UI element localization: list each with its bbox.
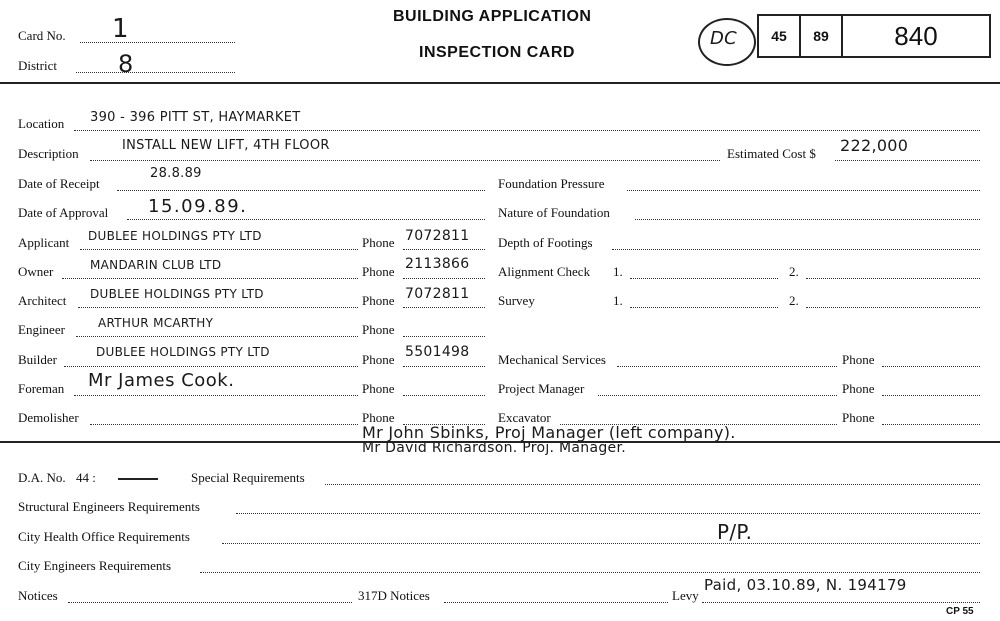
foundation-pressure-line [627,190,980,191]
builder-line [64,366,358,367]
builder-value: DUBLEE HOLDINGS PTY LTD [96,345,270,359]
builder-label: Builder [18,352,57,367]
levy-label: Levy [672,588,699,603]
structural-line [236,513,980,514]
architect-value: DUBLEE HOLDINGS PTY LTD [90,287,264,301]
depth-footings-label: Depth of Footings [498,235,593,250]
owner-value: MANDARIN CLUB LTD [90,258,222,272]
initials-mark: DC [710,28,738,49]
project-manager-phone-label: Phone [842,381,875,396]
foreman-line [74,395,358,396]
date-approval-value: 15.09.89. [148,196,248,217]
nature-foundation-label: Nature of Foundation [498,205,610,220]
project-manager-label: Project Manager [498,381,585,396]
section-divider [0,441,1000,443]
levy-line [702,602,980,603]
engineer-value: ARTHUR MCARTHY [98,316,214,330]
district-line [76,72,235,73]
estimated-cost-value: 222,000 [840,136,909,155]
ref-box-3: 840 [894,20,938,51]
health-value: P/P. [717,520,753,544]
project-manager-phone-line [882,395,980,396]
alignment-check-label: Alignment Check [498,264,591,279]
architect-line [78,307,358,308]
estimated-cost-line [835,160,980,161]
card-no-value: 1 [112,14,131,44]
survey-line-1 [630,307,778,308]
note-line-1: Mr John Sbinks, Proj Manager (left company). [362,423,736,442]
applicant-label: Applicant [18,235,70,250]
excavator-phone-label: Phone [842,410,875,425]
nature-foundation-line [635,219,980,220]
survey-num-2: 2. [789,293,799,308]
structural-label: Structural Engineers Requirements [18,499,200,514]
foundation-pressure-label: Foundation Pressure [498,176,605,191]
city-eng-label: City Engineers Requirements [18,558,172,573]
owner-label: Owner [18,264,54,279]
notices-317d-label: 317D Notices [358,588,430,603]
notices-label: Notices [18,588,58,603]
health-line [222,543,980,544]
notices-317d-line [444,602,668,603]
alignment-num-1: 1. [613,264,623,279]
owner-phone-line [403,278,485,279]
foreman-value: Mr James Cook. [88,370,235,391]
city-eng-line [200,572,980,573]
district-label: District [18,58,57,73]
engineer-line [76,336,358,337]
alignment-line-2 [806,278,980,279]
builder-phone-label: Phone [362,352,395,367]
date-receipt-label: Date of Receipt [18,176,100,191]
owner-phone: 2113866 [405,256,470,272]
owner-phone-label: Phone [362,264,395,279]
description-value: INSTALL NEW LIFT, 4TH FLOOR [122,138,330,153]
applicant-phone-line [403,249,485,250]
applicant-value: DUBLEE HOLDINGS PTY LTD [88,229,262,243]
architect-label: Architect [18,293,67,308]
mechanical-phone-label: Phone [842,352,875,367]
survey-label: Survey [498,293,535,308]
applicant-line [80,249,358,250]
mechanical-line [617,366,837,367]
engineer-label: Engineer [18,322,65,337]
demolisher-line [90,424,358,425]
engineer-phone-label: Phone [362,322,395,337]
demolisher-phone-label: Phone [362,410,395,425]
architect-phone-line [403,307,485,308]
da-no-value: 44 : [76,470,96,485]
architect-phone: 7072811 [405,286,470,302]
description-line [90,160,720,161]
ref-box-2: 89 [801,16,843,56]
survey-line-2 [806,307,980,308]
district-value: 8 [118,50,135,78]
date-receipt-value: 28.8.89 [150,166,202,181]
notices-line [68,602,352,603]
da-no-dash [118,478,158,480]
alignment-line-1 [630,278,778,279]
mechanical-label: Mechanical Services [498,352,606,367]
applicant-phone: 7072811 [405,228,470,244]
location-label: Location [18,116,65,131]
title-line-1: BUILDING APPLICATION [393,8,592,25]
date-receipt-line [117,190,485,191]
estimated-cost-label: Estimated Cost $ [727,146,816,161]
alignment-num-2: 2. [789,264,799,279]
demolisher-label: Demolisher [18,410,79,425]
foreman-phone-label: Phone [362,381,395,396]
owner-line [62,278,358,279]
header-divider [0,82,1000,84]
card-no-line [80,42,235,43]
builder-phone-line [403,366,485,367]
foreman-label: Foreman [18,381,65,396]
excavator-phone-line [882,424,980,425]
location-line [74,130,980,131]
note-line-2: Mr David Richardson. Proj. Manager. [362,440,626,456]
health-label: City Health Office Requirements [18,529,190,544]
engineer-phone-line [403,336,485,337]
project-manager-line [598,395,837,396]
depth-footings-line [612,249,980,250]
survey-num-1: 1. [613,293,623,308]
description-label: Description [18,146,79,161]
title-line-2: INSPECTION CARD [419,44,575,61]
architect-phone-label: Phone [362,293,395,308]
date-approval-label: Date of Approval [18,205,109,220]
special-req-line [325,484,980,485]
levy-value: Paid, 03.10.89, N. 194179 [704,576,907,594]
special-req-label: Special Requirements [191,470,305,485]
ref-box-1: 45 [759,16,801,56]
date-approval-line [127,219,485,220]
da-no-label: D.A. No. [18,470,66,485]
builder-phone: 5501498 [405,344,470,360]
card-no-label: Card No. [18,28,66,43]
mechanical-phone-line [882,366,980,367]
form-code: CP 55 [946,606,974,617]
foreman-phone-line [403,395,485,396]
location-value: 390 - 396 PITT ST, HAYMARKET [90,110,301,125]
reference-boxes [757,14,991,58]
excavator-label: Excavator [498,410,551,425]
applicant-phone-label: Phone [362,235,395,250]
